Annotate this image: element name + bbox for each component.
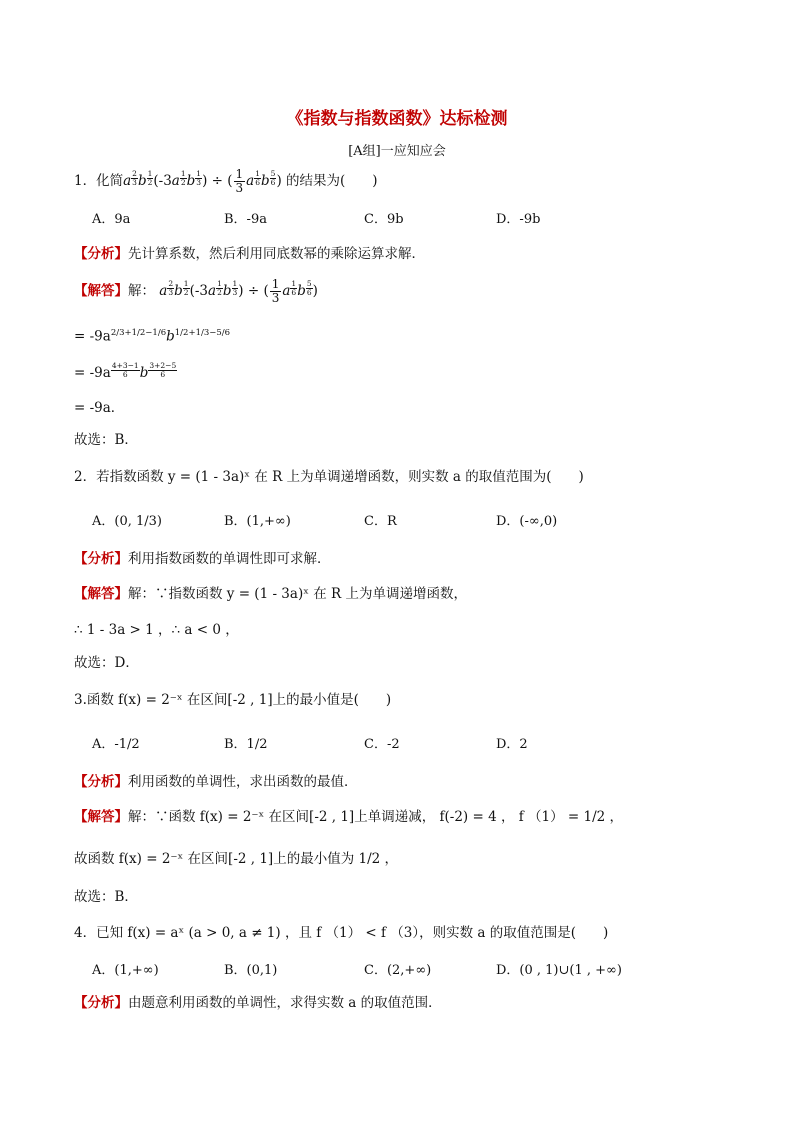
q4-option-a: A．(1,+∞): [92, 963, 159, 978]
q2-option-c: C．R: [364, 514, 397, 529]
q3-stem: 3.函数 f(x) = 2⁻ˣ 在区间[-2 , 1]上的最小值是( ): [74, 692, 392, 708]
q1-option-d: D．-9b: [496, 212, 541, 227]
q4-stem: 4．已知 f(x) = aˣ (a > 0, a ≠ 1) ，且 f （1） < f （3），则实数 a 的取值范围是( ): [74, 925, 609, 941]
q3-analysis: 【分析】利用函数的单调性，求出函数的最值．: [74, 774, 358, 790]
section-subtitle: [A组]一应知应会: [348, 144, 446, 159]
q3-answer: 【解答】解：∵函数 f(x) = 2⁻ˣ 在区间[-2 , 1]上单调递减， f(-2) = 4 ， f （1） = 1/2 ，: [74, 809, 624, 825]
page-title: 《指数与指数函数》达标检测: [286, 109, 508, 129]
q1-step-1: = $-9a^{2/3+1/2-1/6}b^{1/2+1/3-5/6}$: [74, 328, 231, 345]
q4-option-b: B．(0,1): [224, 963, 278, 978]
q3-option-a: A．-1/2: [92, 737, 140, 752]
q2-option-d: D．(-∞,0): [496, 514, 558, 529]
q2-option-a: A．(0, 1/3): [92, 514, 162, 529]
q3-step-1: 故函数 f(x) = 2⁻ˣ 在区间[-2 , 1]上的最小值为 1/2 ，: [74, 851, 399, 867]
q2-option-b: B．(1,+∞): [224, 514, 291, 529]
q3-conclusion: 故选：B．: [74, 889, 138, 905]
q2-conclusion: 故选：D．: [74, 655, 139, 671]
q3-option-c: C．-2: [364, 737, 400, 752]
q1-answer: 【解答】解： a $\frac{2}{3}$ b $\frac{1}{2}$ (-3a $\frac{1}{2}$ b $\frac{1}{3}$ ) ÷ ( $\frac{1}{3}$ a $\frac{1}{6}$ b $\frac{5}{6}$ ): [74, 277, 318, 305]
q4-option-d: D．(0 , 1)∪(1 , +∞): [496, 963, 622, 978]
q1-stem: 1．化简a $\frac{2}{3}$ b $\frac{1}{2}$ (-3a $\frac{1}{2}$ b $\frac{1}{3}$ ) ÷ ( $\frac{1}{3}$ a $\frac{1}{6}$ b $\frac{5}{6}$ ) 的结果为( ): [74, 167, 378, 195]
q2-analysis: 【分析】利用指数函数的单调性即可求解．: [74, 551, 331, 567]
q4-option-c: C．(2,+∞): [364, 963, 432, 978]
q2-stem: 2．若指数函数 y = (1 - 3a)ˣ 在 R 上为单调递增函数，则实数 a 的取值范围为( ): [74, 469, 584, 485]
q3-option-b: B．1/2: [224, 737, 268, 752]
q1-option-c: C．9b: [364, 212, 404, 227]
q1-analysis: 【分析】先计算系数，然后利用同底数幂的乘除运算求解．: [74, 246, 425, 262]
q1-option-b: B．-9a: [224, 212, 267, 227]
q1-step-3: = -9a．: [74, 400, 125, 416]
q1-option-a: A．9a: [92, 212, 131, 227]
q4-analysis: 【分析】由题意利用函数的单调性，求得实数 a 的取值范围．: [74, 995, 442, 1011]
q2-answer: 【解答】解：∵指数函数 y = (1 - 3a)ˣ 在 R 上为单调递增函数，: [74, 586, 467, 602]
q2-step-1: ∴ 1 - 3a > 1 ，∴ a < 0 ，: [74, 622, 239, 638]
q3-option-d: D．2: [496, 737, 528, 752]
q1-step-2: = -9a $\frac{4+3-1}{6}$ b $\frac{3+2-5}{6}$: [74, 361, 177, 381]
q1-conclusion: 故选：B．: [74, 432, 138, 448]
